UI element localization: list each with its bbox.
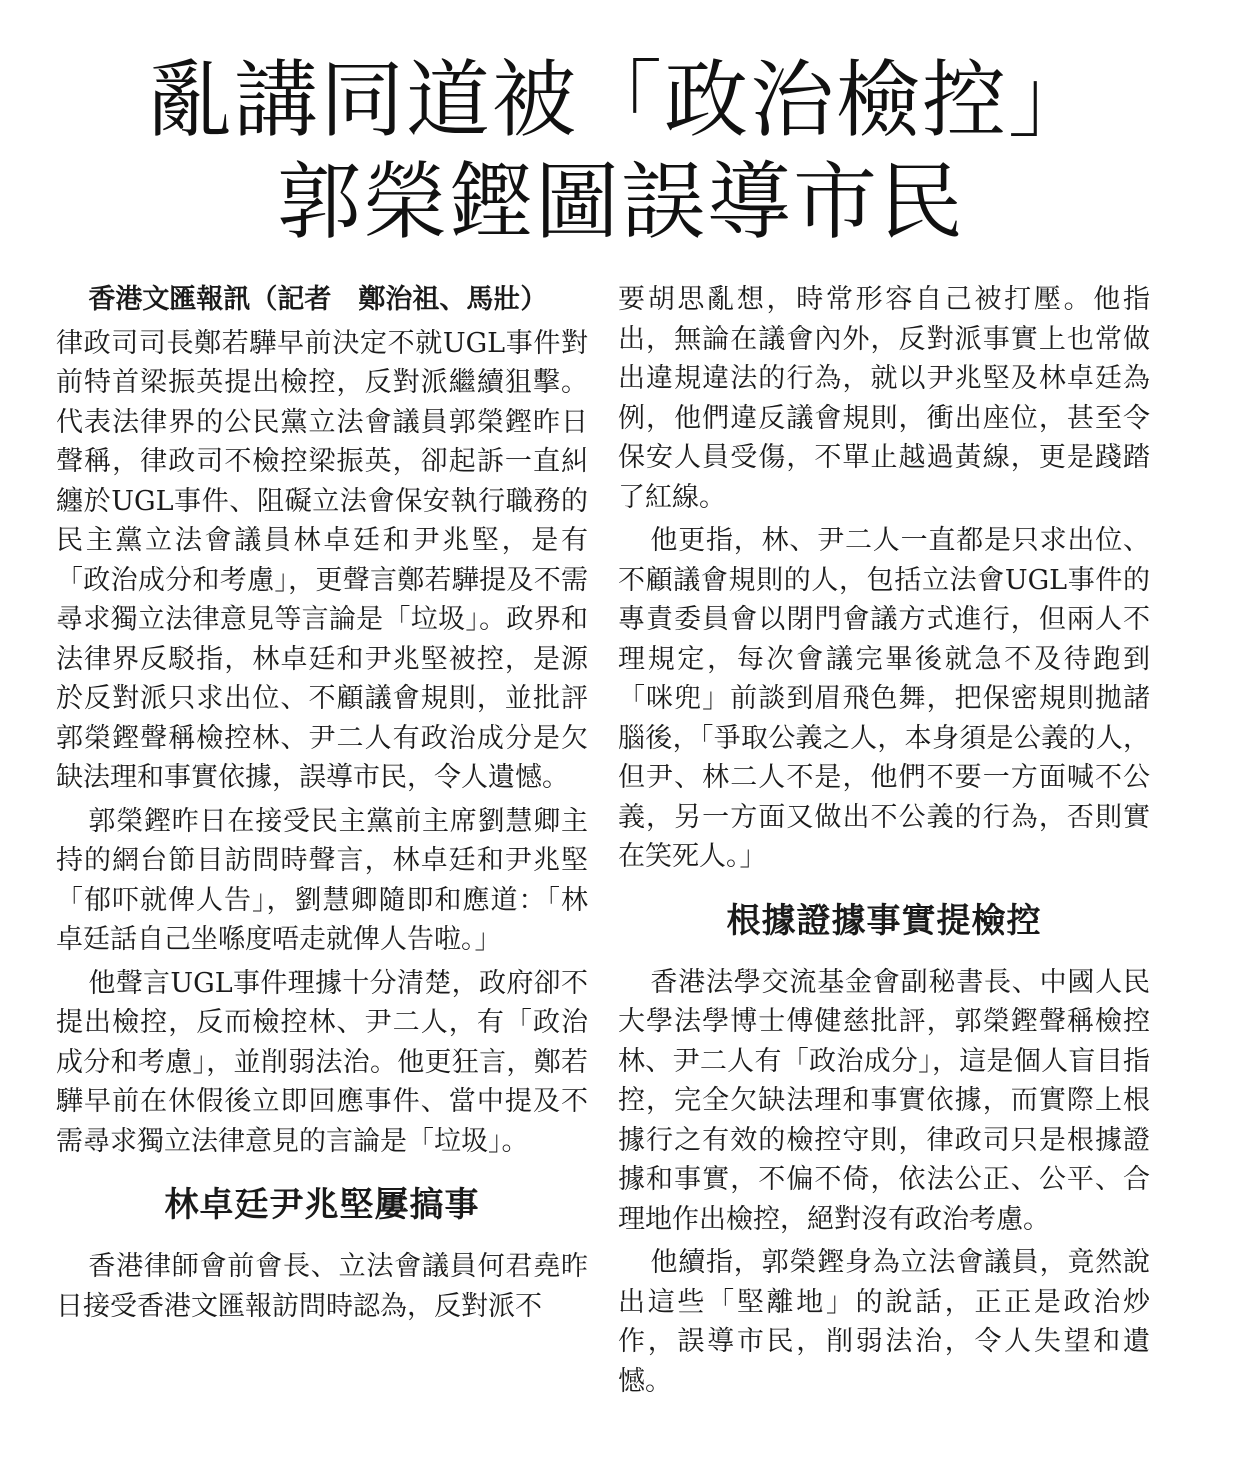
left-column	[56, 280, 588, 1326]
right-column	[618, 280, 1150, 1401]
paragraph: 他續指，郭榮鏗身為立法會議員，竟然說出這些「堅離地」的說話，正正是政治炒作，誤導市民，削弱法治，令人失望和遺憾。	[618, 1247, 1150, 1397]
paragraph: 郭榮鏗昨日在接受民主黨前主席劉慧卿主持的網台節目訪問時聲言，林卓廷和尹兆堅「郁吓就俾人告」，劉慧卿隨即和應道：「林卓廷話自己坐喺度唔走就俾人告啦。」	[56, 805, 588, 955]
byline-paragraph	[56, 280, 588, 320]
paragraph: 香港律師會前會長、立法會議員何君堯昨日接受香港文匯報訪問時認為，反對派不	[56, 1251, 588, 1322]
paragraph: 他更指，林、尹二人一直都是只求出位、不顧議會規則的人，包括立法會UGL事件的專責委員會以閉門會議方式進行，但兩人不理規定，每次會議完畢後就急不及待跑到「咪兜」前談到眉飛色舞，把保密規則拋諸腦後，「爭取公義之人，本身須是公義的人，但尹、林二人不是，他們不要一方面喊不公義，另一方面又做出不公義的行為，否則實在笑死人。」	[618, 525, 1150, 872]
headline-line-2: 郭榮鏗圖誤導市民	[276, 153, 965, 251]
subheading: 根據證據事實提檢控	[726, 900, 1042, 941]
paragraph: 他聲言UGL事件理據十分清楚，政府卻不提出檢控，反而檢控林、尹二人，有「政治成分和考慮」，並削弱法治。他更狂言，鄭若驊早前在休假後立即回應事件、當中提及不需尋求獨立法律意見的言論是「垃圾」。	[56, 967, 588, 1157]
paragraph: 律政司司長鄭若驊早前決定不就UGL事件對前特首梁振英提出檢控，反對派繼續狙擊。代表法律界的公民黨立法會議員郭榮鏗昨日聲稱，律政司不檢控梁振英，卻起訴一直糾纏於UGL事件、阻礙立法會保安執行職務的民主黨立法會議員林卓廷和尹兆堅，是有「政治成分和考慮」，更聲言鄭若驊提及不需尋求獨立法律意見等言論是「垃圾」。政界和法律界反駁指，林卓廷和尹兆堅被控，是源於反對派只求出位、不顧議會規則，並批評郭榮鏗聲稱檢控林、尹二人有政治成分是欠缺法理和事實依據，誤導市民，令人遺憾。	[56, 327, 588, 793]
headline-line-1: 亂講同道被「政治檢控」	[147, 51, 1094, 149]
subheading: 林卓廷尹兆堅屢搞事	[164, 1185, 480, 1225]
paragraph: 要胡思亂想，時常形容自己被打壓。他指出，無論在議會內外，反對派事實上也常做出違規違法的行為，就以尹兆堅及林卓廷為例，他們違反議會規則，衝出座位，甚至令保安人員受傷，不單止越過黃線，更是踐踏了紅線。	[618, 284, 1150, 513]
byline: 香港文匯報訊（記者 鄭治祖、馬壯）	[88, 284, 548, 315]
paragraph: 香港法學交流基金會副秘書長、中國人民大學法學博士傅健慈批評，郭榮鏗聲稱檢控林、尹二人有「政治成分」，這是個人盲目指控，完全欠缺法理和事實依據，而實際上根據行之有效的檢控守則，律政司只是根據證據和事實，不偏不倚，依法公正、公平、合理地作出檢控，絕對沒有政治考慮。	[618, 966, 1150, 1235]
